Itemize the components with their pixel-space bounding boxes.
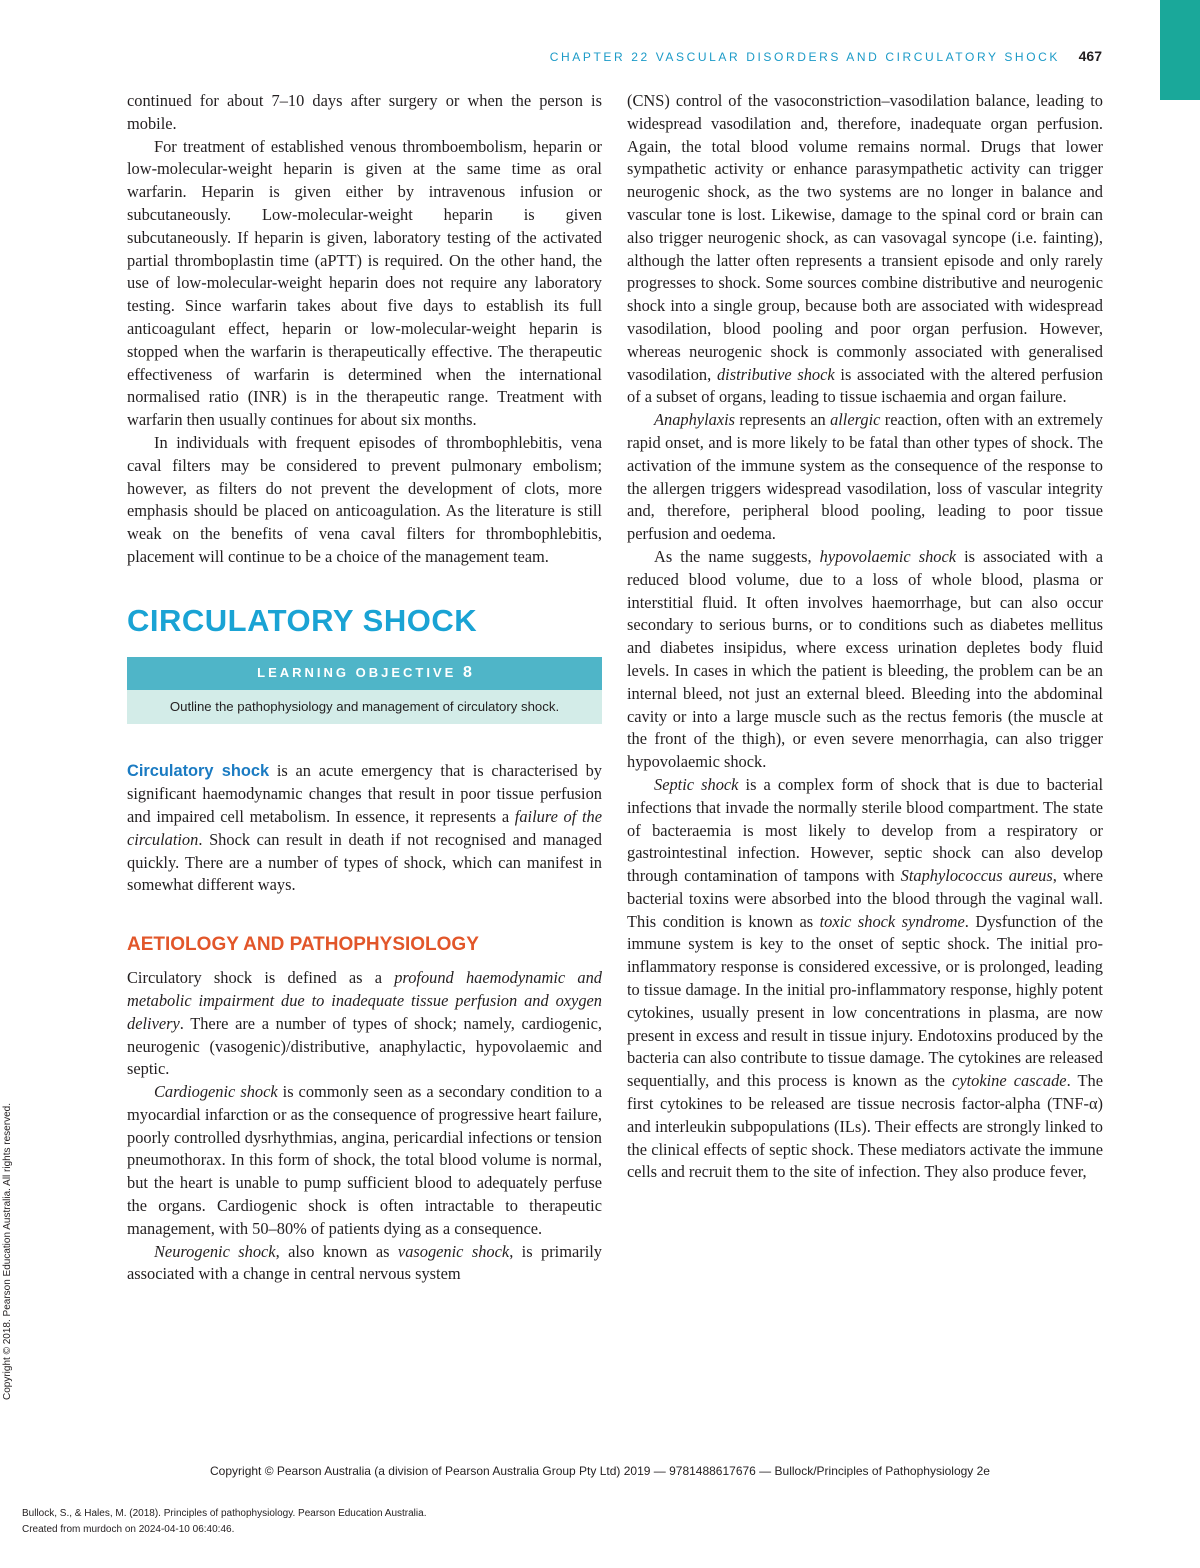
page-number: 467 — [1078, 48, 1102, 64]
paragraph: In individuals with frequent episodes of thrombophlebitis, vena caval filters may be considered to prevent pulmonary embolism; however, as filters do not prevent the development of clots, more emphasis should be placed on anticoagulation. As the literature is still weak on the benefits of vena caval filters for thrombophlebitis, placement will continue to be a choice of the management team. — [127, 432, 602, 566]
term: Anaphylaxis — [654, 410, 736, 430]
learning-objective-box — [127, 657, 602, 725]
term: Septic shock — [654, 774, 739, 794]
emphasis: hypovolaemic shock — [819, 546, 957, 566]
term: vasogenic shock — [397, 1241, 510, 1261]
emphasis: Staphylococcus aureus — [900, 866, 1053, 886]
left-column — [127, 90, 602, 1286]
citation-line: Created from murdoch on 2024-04-10 06:40:46. — [22, 1524, 235, 1535]
paragraph: For treatment of established venous thromboembolism, heparin or low-molecular-weight heparin is given at the same time as oral warfarin. Heparin is given either by intravenous infusion or subcutaneously. Low-molecular-weight heparin is given subcutaneously. If heparin is given, laboratory testing of the activated partial thromboplastin time (aPTT) is required. On the other hand, the use of low-molecular-weight heparin does not require any laboratory testing. Since warfarin takes about five days to establish its full anticoagulant effect, heparin or low-molecular-weight heparin is stopped when the warfarin is therapeutically effective. The therapeutic effectiveness of warfarin is determined when the international normalised ratio (INR) is in the therapeutic range. Treatment with warfarin then usually continues for about six months. — [127, 136, 602, 430]
text-run: is a complex form of shock that is due to bacterial infections that invade the normally sterile blood compartment. The state of bacteraemia is most likely to develop from a respiratory or gastrointestinal infection. However, septic shock can also develop through contamination of tampons with — [627, 774, 1103, 886]
section-title: CIRCULATORY SHOCK — [127, 602, 478, 638]
citation-line: Bullock, S., & Hales, M. (2018). Principles of pathophysiology. Pearson Education Australia. — [22, 1508, 427, 1519]
term: Neurogenic shock — [154, 1241, 276, 1261]
text-run: . Shock can result in death if not recognised and managed quickly. There are a number of types of shock, which can manifest in somewhat different ways. — [127, 829, 602, 895]
text-run: reaction, often with an extremely rapid onset, and is more likely to be fatal than other types of shock. The activation of the immune system as the consequence of the response to the allergen triggers widespread vasodilation, loss of vascular integrity and, therefore, peripheral blood pooling, leading to poor tissue perfusion and oedema. — [627, 410, 1103, 544]
septic-paragraph — [627, 774, 1103, 1184]
definition-paragraph — [127, 967, 602, 1081]
anaphylaxis-paragraph — [627, 409, 1103, 546]
text-run: . Dysfunction of the immune system is key to the onset of septic shock. The initial pro-inflammatory response is considered excessive, or is prolonged, leading to tissue damage. In the initial pro-inflammatory response, highly potent cytokines, usually present in low concentrations in plasma, are now present in excess and result in tissue injury. Endotoxins produced by the bacteria can also contribute to tissue damage. The cytokines are released sequentially, and this process is known as the — [627, 911, 1103, 1091]
paragraph: continued for about 7–10 days after surgery or when the person is mobile. — [127, 91, 602, 133]
learning-objective-number: 8 — [462, 663, 472, 681]
key-term: Circulatory shock — [127, 762, 270, 781]
side-copyright: Copyright © 2018. Pearson Education Australia. All rights reserved. — [2, 1103, 13, 1400]
text-run: As the name suggests, — [654, 546, 820, 566]
text-run: (CNS) control of the vasoconstriction–vasodilation balance, leading to widespread vasodilation and, therefore, inadequate organ perfusion. Again, the total blood volume remains normal. Drugs that lower sympathetic activity or enhance parasympathetic activity can trigger neurogenic shock, as the two systems are no longer in balance and vascular tone is lost. Likewise, damage to the spinal cord or brain can also trigger neurogenic shock, as can vasovagal syncope (i.e. fainting), although the latter often represents a transient episode and only rarely progresses to shock. Some sources combine distributive and neurogenic shock into a single group, because both are associated with widespread vasodilation, blood pooling and poor organ perfusion. However, whereas neurogenic shock is commonly associated with generalised vasodilation, — [627, 91, 1103, 384]
right-column — [627, 90, 1103, 1184]
chapter-tab-marker — [1160, 0, 1200, 100]
learning-objective-text: Outline the pathophysiology and management of circulatory shock. — [127, 690, 602, 725]
text-run: , is primarily associated with a change in central nervous system — [127, 1241, 602, 1284]
paragraph — [627, 90, 1103, 409]
text-run: represents an — [735, 410, 831, 430]
text-run: . The first cytokines to be released are tissue necrosis factor-alpha (TNF-α) and interleukin subpopulations (ILs). Their effects are strongly linked to the clinical effects of septic shock. These mediators activate the immune cells and recruit them to the site of infection. They also produce fever, — [627, 1071, 1103, 1182]
emphasis: distributive shock — [716, 364, 835, 384]
emphasis: cytokine cascade — [952, 1071, 1067, 1091]
text-run: , where bacterial toxins were absorbed into the blood through the vaginal wall. This condition is known as — [627, 866, 1103, 931]
running-head: CHAPTER 22 VASCULAR DISORDERS AND CIRCULATORY SHOCK — [549, 50, 1060, 64]
learning-objective-header — [127, 657, 602, 690]
text-run: is associated with the altered perfusion of a subset of organs, leading to tissue ischaemia and organ failure. — [627, 364, 1103, 407]
text-run: Circulatory shock is defined as a — [127, 968, 395, 988]
page-footer: Copyright © Pearson Australia (a division of Pearson Australia Group Pty Ltd) 2019 — 9781488617676 — Bullock/Principles of Pathophysiology 2e — [210, 1464, 990, 1478]
emphasis: allergic — [830, 410, 881, 430]
term: Cardiogenic shock — [154, 1082, 278, 1102]
text-run: is associated with a reduced blood volume, due to a loss of whole blood, plasma or interstitial fluid. It often involves haemorrhage, but can also occur secondary to serious burns, or to conditions such as diabetes mellitus and diabetes insipidus, where excess urination depletes body fluid levels. In cases in which the patient is bleeding, the problem can be an internal bleed, not just an external bleed. Bleeding into the abdominal cavity or into a large muscle such as the rectus femoris (the muscle at the front of the thigh), or even severe menorrhagia, can also trigger hypovolaemic shock. — [627, 546, 1103, 772]
citation — [22, 1506, 426, 1538]
intro-paragraph — [127, 760, 602, 897]
neurogenic-paragraph — [127, 1241, 602, 1287]
emphasis: profound haemodynamic and metabolic impairment due to inadequate tissue perfusion and oxygen delivery — [127, 968, 602, 1033]
hypovolaemic-paragraph — [627, 546, 1103, 774]
cardiogenic-paragraph — [127, 1081, 602, 1241]
learning-objective-label: LEARNING OBJECTIVE — [257, 664, 457, 680]
emphasis: toxic shock syndrome — [819, 911, 965, 931]
subheading: AETIOLOGY AND PATHOPHYSIOLOGY — [127, 934, 479, 956]
emphasis: failure of the circulation — [127, 806, 602, 849]
text-run: is an acute emergency that is characterised by significant haemodynamic changes that result in poor tissue perfusion and impaired cell metabolism. In essence, it represents a — [127, 761, 602, 826]
text-run: , also known as — [275, 1241, 398, 1261]
text-run: . There are a number of types of shock; namely, cardiogenic, neurogenic (vasogenic)/distributive, anaphylactic, hypovolaemic and septic. — [127, 1013, 602, 1079]
text-run: is commonly seen as a secondary condition to a myocardial infarction or as the consequence of progressive heart failure, poorly controlled dysrhythmias, angina, pericardial infections or tension pneumothorax. In this form of shock, the total blood volume is normal, but the heart is unable to pump sufficient blood to adequately perfuse the organs. Cardiogenic shock is often intractable to therapeutic management, with 50–80% of patients dying as a consequence. — [127, 1082, 602, 1238]
